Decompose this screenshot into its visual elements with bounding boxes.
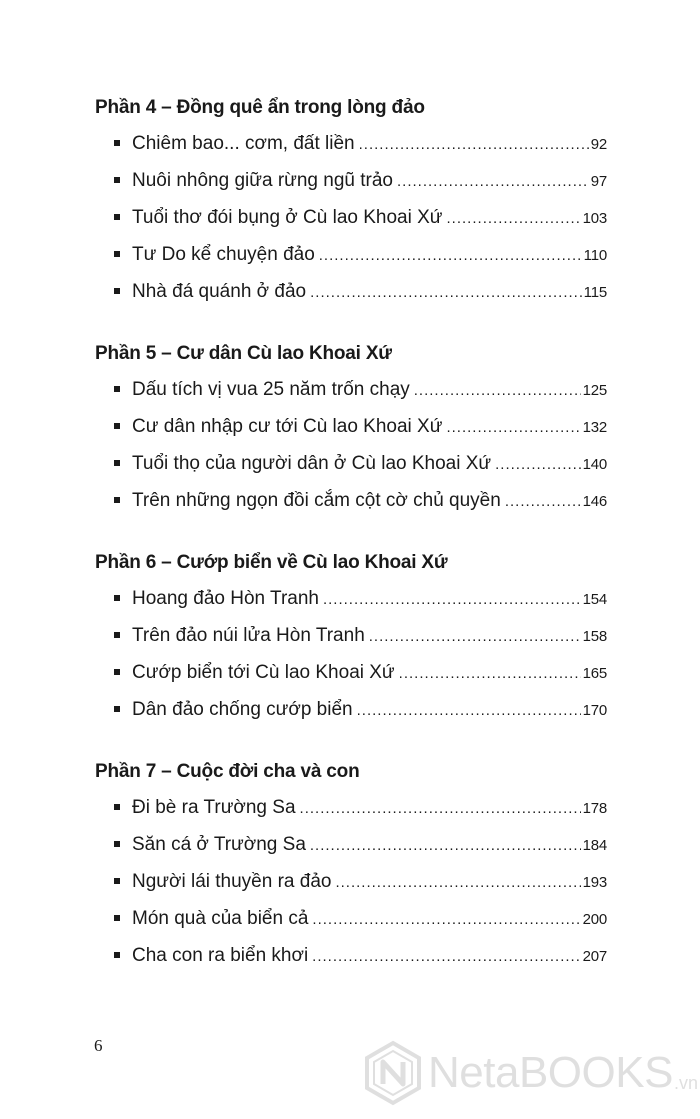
netabooks-logo-icon [362,1040,424,1106]
square-bullet-icon [95,586,132,623]
toc-entry-page: 146 [582,493,607,510]
toc-entry [95,660,607,697]
toc-entry-page: 170 [582,702,607,719]
dot-leader [359,132,589,158]
square-bullet-icon [95,795,132,832]
toc-entry-page: 97 [590,173,607,190]
table-of-contents [95,94,607,1004]
toc-entry-title: Nhà đá quánh ở đảo [132,281,307,302]
toc-entry [95,869,607,906]
watermark-brand: NetaBOOKS [428,1048,673,1097]
toc-entry-title: Đi bè ra Trường Sa [132,797,296,818]
square-bullet-icon [95,168,132,205]
square-bullet-icon [95,377,132,414]
toc-entry-page: 200 [582,911,607,928]
toc-entry-list [95,795,607,980]
toc-entry-page: 158 [582,628,607,645]
toc-entry [95,279,607,316]
section-title: Phần 7 – Cuộc đời cha và con [95,761,360,782]
toc-entry [95,488,607,525]
square-bullet-icon [95,451,132,488]
toc-entry-list [95,586,607,734]
toc-entry-page: 115 [583,284,607,301]
toc-entry-title: Tuổi thọ của người dân ở Cù lao Khoai Xứ [132,453,492,474]
toc-entry [95,623,607,660]
square-bullet-icon [95,488,132,525]
dot-leader [300,796,581,822]
dot-leader [310,280,582,306]
toc-entry [95,168,607,205]
dot-leader [446,415,580,441]
dot-leader [335,870,580,896]
dot-leader [495,452,580,478]
toc-entry-page: 154 [582,591,607,608]
dot-leader [357,698,581,724]
toc-section-part-6 [95,549,607,734]
toc-entry [95,205,607,242]
toc-entry-title: Săn cá ở Trường Sa [132,834,306,855]
section-title: Phần 6 – Cướp biển về Cù lao Khoai Xứ [95,552,448,573]
toc-section-part-7 [95,758,607,980]
toc-entry [95,377,607,414]
toc-entry-page: 193 [582,874,607,891]
dot-leader [397,169,589,195]
dot-leader [369,624,581,650]
section-title: Phần 5 – Cư dân Cù lao Khoai Xứ [95,343,392,364]
toc-entry [95,906,607,943]
toc-entry-title: Dân đảo chống cướp biển [132,699,353,720]
toc-entry-title: Tuổi thơ đói bụng ở Cù lao Khoai Xứ [132,207,443,228]
dot-leader [310,833,581,859]
watermark-tld: .vn [673,1073,698,1093]
square-bullet-icon [95,869,132,906]
toc-entry-title: Cướp biển tới Cù lao Khoai Xứ [132,662,395,683]
dot-leader [505,489,581,515]
toc-entry [95,586,607,623]
toc-entry-page: 125 [582,382,607,399]
toc-entry-page: 103 [582,210,607,227]
toc-entry-title: Hoang đảo Hòn Tranh [132,588,319,609]
dot-leader [399,661,581,687]
toc-entry-page: 165 [582,665,607,682]
toc-entry [95,795,607,832]
toc-entry-page: 184 [582,837,607,854]
square-bullet-icon [95,906,132,943]
toc-entry-page: 132 [582,419,607,436]
toc-entry-page: 110 [583,247,607,264]
square-bullet-icon [95,414,132,451]
toc-entry-title: Nuôi nhông giữa rừng ngũ trảo [132,170,393,191]
toc-entry-title: Dấu tích vị vua 25 năm trốn chạy [132,379,410,400]
toc-entry-title: Món quà của biển cả [132,908,309,929]
netabooks-watermark [362,1038,698,1108]
square-bullet-icon [95,279,132,316]
dot-leader [319,243,582,269]
toc-entry-list [95,131,607,316]
toc-entry-title: Cha con ra biển khơi [132,945,309,966]
toc-entry-title: Trên đảo núi lửa Hòn Tranh [132,625,365,646]
toc-entry [95,451,607,488]
toc-entry-page: 140 [582,456,607,473]
square-bullet-icon [95,205,132,242]
toc-section-part-4 [95,94,607,316]
toc-entry-page: 92 [590,136,607,153]
toc-entry-title: Tư Do kể chuyện đảo [132,244,315,265]
toc-entry-title: Cư dân nhập cư tới Cù lao Khoai Xứ [132,416,443,437]
square-bullet-icon [95,623,132,660]
dot-leader [414,378,581,404]
square-bullet-icon [95,660,132,697]
square-bullet-icon [95,131,132,168]
toc-entry-page: 178 [582,800,607,817]
toc-entry [95,832,607,869]
square-bullet-icon [95,242,132,279]
square-bullet-icon [95,832,132,869]
toc-entry [95,414,607,451]
square-bullet-icon [95,943,132,980]
toc-entry [95,242,607,279]
dot-leader [323,587,581,613]
toc-entry-list [95,377,607,525]
section-title: Phần 4 – Đồng quê ẩn trong lòng đảo [95,97,425,118]
toc-section-part-5 [95,340,607,525]
dot-leader [312,944,580,970]
toc-entry-title: Trên những ngọn đồi cắm cột cờ chủ quyền [132,490,501,511]
page-number: 6 [94,1036,103,1055]
toc-entry-title: Người lái thuyền ra đảo [132,871,332,892]
toc-entry-title: Chiêm bao... cơm, đất liền [132,133,355,154]
square-bullet-icon [95,697,132,734]
toc-entry-page: 207 [582,948,607,965]
toc-entry [95,697,607,734]
dot-leader [447,206,581,232]
toc-entry [95,943,607,980]
toc-entry [95,131,607,168]
dot-leader [312,907,580,933]
